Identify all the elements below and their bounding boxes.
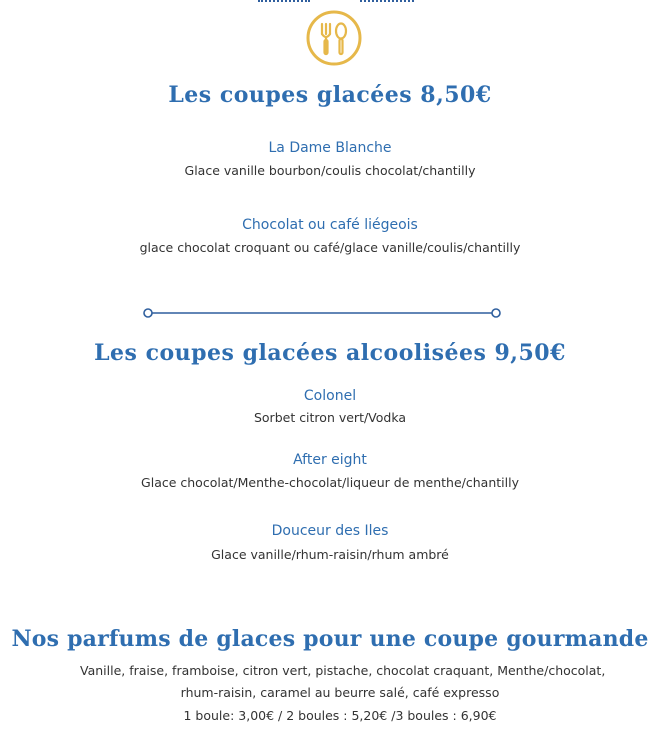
flavours-line: rhum-raisin, caramel au beurre salé, café expresso [180, 685, 500, 700]
menu-item-description: Glace vanille/rhum-raisin/rhum ambré [211, 547, 449, 562]
menu-item-description: Glace vanille bourbon/coulis chocolat/chantilly [184, 163, 476, 178]
menu-item-name: Douceur des Iles [271, 523, 389, 539]
section-title-parfums: Nos parfums de glaces pour une coupe gourmande [11, 626, 649, 652]
prices-line: 1 boule: 3,00€ / 2 boules : 5,20€ /3 boules : 6,90€ [183, 708, 497, 723]
menu-item-name: Chocolat ou café liégeois [242, 217, 418, 233]
flavours-line: Vanille, fraise, framboise, citron vert, pistache, chocolat craquant, Menthe/chocolat, [80, 663, 606, 678]
section-divider [143, 306, 501, 318]
menu-item-name: Colonel [303, 388, 357, 404]
section-title-coupes-alcoolisees: Les coupes glacées alcoolisées 9,50€ [94, 340, 566, 366]
menu-item-description: Sorbet citron vert/Vodka [253, 410, 407, 425]
fork-and-spoon-icon [306, 10, 362, 66]
menu-item-name: La Dame Blanche [268, 140, 392, 156]
section-title-coupes-glacees: Les coupes glacées 8,50€ [168, 82, 492, 108]
top-decorative-rule-right [360, 0, 414, 4]
menu-item-name: After eight [293, 452, 367, 468]
menu-item-description: Glace chocolat/Menthe-chocolat/liqueur de menthe/chantilly [141, 475, 519, 490]
menu-item-description: glace chocolat croquant ou café/glace vanille/coulis/chantilly [139, 240, 521, 255]
top-decorative-rule-left [258, 0, 310, 4]
